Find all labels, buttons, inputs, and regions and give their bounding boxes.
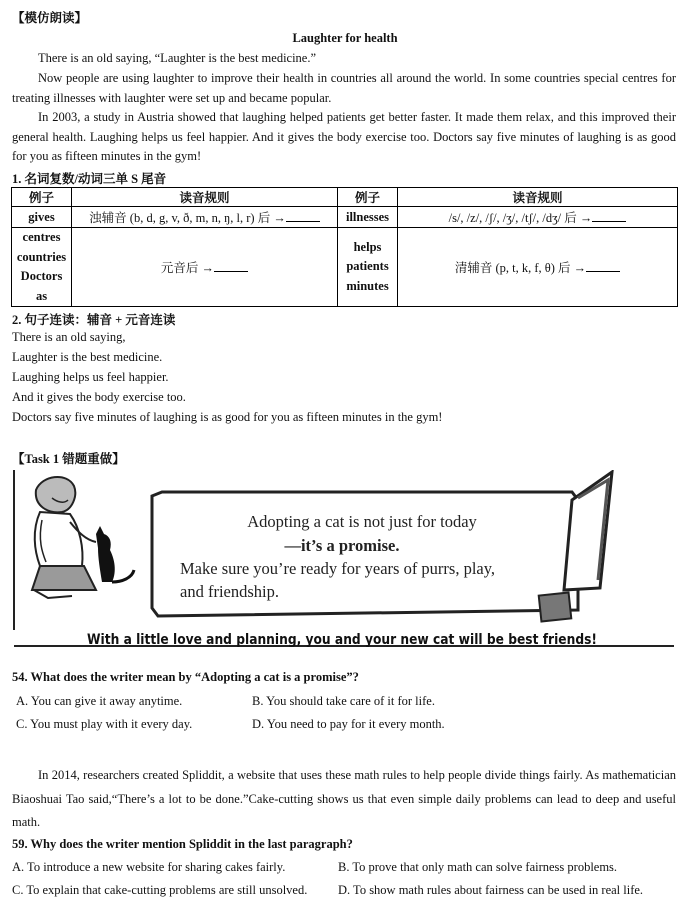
passage-paragraph-2: Now people are using laughter to improve their health in countries all around the world. In some countries special centres for treating illnesses with laughter were set up and became popular. — [12, 71, 676, 105]
example-cell: gives — [12, 207, 72, 228]
linking-sentence: And it gives the body exercise too. — [12, 390, 186, 404]
passage-paragraph-3: In 2003, a study in Austria showed that laughing helped patients get better faster. It made them relax, and this improved their general health. Laughing helps us feel happier. And it gives the body exercise too. Doctors say five minutes of laughing is as good for you as fifteen minutes in the gym! — [12, 110, 676, 164]
linking-sentence: Laughter is the best medicine. — [12, 350, 163, 364]
header-example-2: 例子 — [338, 188, 398, 207]
answer-blank[interactable] — [214, 260, 248, 272]
example-cell: illnesses — [338, 207, 398, 228]
rule-cell: 元音后 → — [72, 228, 338, 307]
poster-line-3: Make sure you’re ready for years of purrs, play, — [180, 559, 496, 578]
question-54-stem: 54. What does the writer mean by “Adopting a cat is a promise”? — [12, 670, 359, 684]
q59-option-a[interactable]: A. To introduce a new website for sharing cakes fairly. — [12, 860, 286, 874]
example-cell: centres countries Doctors as — [12, 228, 72, 307]
linking-sentence: Laughing helps us feel happier. — [12, 370, 169, 384]
passage-paragraph-1: There is an old saying, “Laughter is the best medicine.” — [38, 51, 317, 65]
rules-heading: 1. 名词复数/动词三单 S 尾音 — [12, 172, 167, 186]
q59-option-b[interactable]: B. To prove that only math can solve fairness problems. — [338, 860, 618, 874]
header-rule-1: 读音规则 — [72, 188, 338, 207]
answer-blank[interactable] — [286, 210, 320, 222]
example-cell: helps patients minutes — [338, 228, 398, 307]
answer-blank[interactable] — [586, 260, 620, 272]
pronunciation-rules-table — [11, 187, 678, 307]
table-row — [12, 228, 678, 307]
poster-caption: With a little love and planning, you and your new cat will be best friends! — [87, 632, 597, 648]
poster-line-4: and friendship. — [180, 582, 279, 601]
section-header: 【模仿朗读】 — [12, 11, 88, 25]
girl-with-cat-icon — [32, 477, 96, 598]
poster-illustration — [12, 470, 676, 655]
q54-option-d[interactable]: D. You need to pay for it every month. — [252, 717, 445, 731]
rule-cell: 浊辅音 (b, d, g, v, ð, m, n, ŋ, l, r) 后 → — [72, 207, 338, 228]
linking-sentence: Doctors say five minutes of laughing is as good for you as fifteen minutes in the gym! — [12, 410, 443, 424]
passage-2: In 2014, researchers created Spliddit, a website that uses these math rules to help people divide things fairly. As mathematician Biaoshuai Tao said,“There’s a lot to be done.”Cake-cutting shows us that even simple daily problems can lead to deep and useful math. — [12, 768, 676, 829]
rule-cell: /s/, /z/, /ʃ/, /ʒ/, /tʃ/, /dʒ/ 后 → — [398, 207, 678, 228]
header-example-1: 例子 — [12, 188, 72, 207]
linking-heading: 2. 句子连读：辅音 + 元音连读 — [12, 313, 176, 327]
table-header-row — [12, 188, 678, 207]
answer-blank[interactable] — [592, 210, 626, 222]
question-59-stem: 59. Why does the writer mention Spliddit in the last paragraph? — [12, 837, 353, 851]
cat-adoption-poster — [12, 470, 676, 655]
q59-option-c[interactable]: C. To explain that cake-cutting problems are still unsolved. — [12, 883, 308, 897]
q54-option-b[interactable]: B. You should take care of it for life. — [252, 694, 435, 708]
poster-line-1: Adopting a cat is not just for today — [247, 512, 477, 531]
cat-icon — [96, 526, 134, 582]
linking-sentence: There is an old saying, — [12, 330, 126, 344]
table-row — [12, 207, 678, 228]
q59-option-d[interactable]: D. To show math rules about fairness can be used in real life. — [338, 883, 644, 897]
rule-cell: 清辅音 (p, t, k, f, θ) 后 → — [398, 228, 678, 307]
q54-option-a[interactable]: A. You can give it away anytime. — [16, 694, 183, 708]
q54-option-c[interactable]: C. You must play with it every day. — [16, 717, 193, 731]
passage-title: Laughter for health — [292, 31, 398, 45]
poster-line-2: —it’s a promise. — [284, 536, 400, 555]
task-heading: 【Task 1 错题重做】 — [12, 452, 125, 466]
header-rule-2: 读音规则 — [398, 188, 678, 207]
